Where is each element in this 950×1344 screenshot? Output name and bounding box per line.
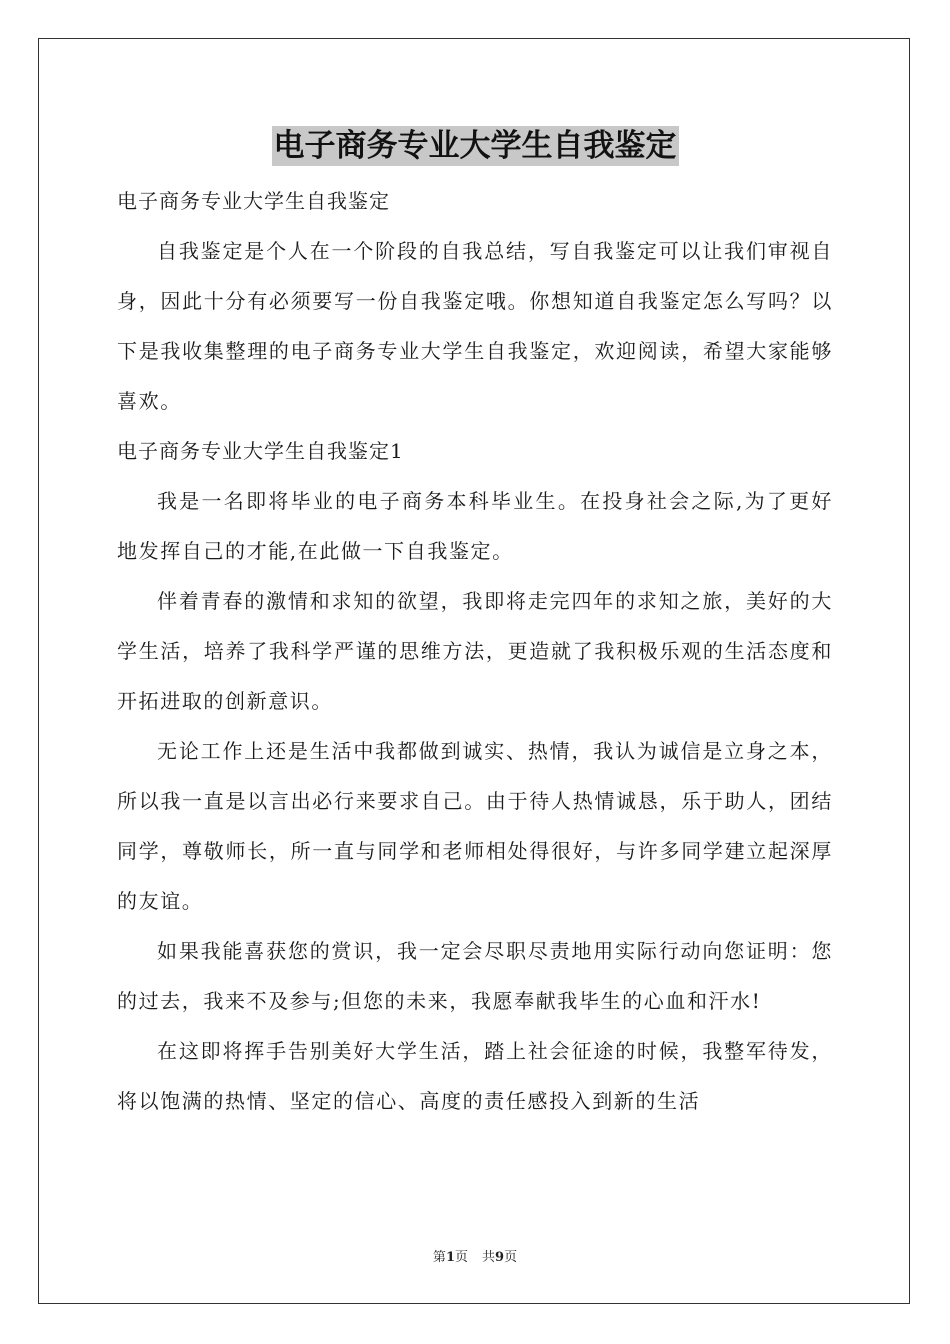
section-heading: 电子商务专业大学生自我鉴定1	[117, 439, 404, 463]
intro-paragraph: 自我鉴定是个人在一个阶段的自我总结，写自我鉴定可以让我们审视自身，因此十分有必须要写一份自我鉴定哦。你想知道自我鉴定怎么写吗？以下是我收集整理的电子商务专业大学生自我鉴定，欢迎阅读，希望大家能够喜欢。	[117, 239, 833, 413]
total-prefix: 共	[482, 1250, 496, 1265]
body-paragraph-3: 无论工作上还是生活中我都做到诚实、热情，我认为诚信是立身之本，所以我一直是以言出必行来要求自己。由于待人热情诚恳，乐于助人，团结同学，尊敬师长，所一直与同学和老师相处得很好，与许多同学建立起深厚的友谊。	[117, 739, 833, 913]
page-current: 1	[445, 1250, 455, 1265]
body-paragraph-1: 我是一名即将毕业的电子商务本科毕业生。在投身社会之际,为了更好地发挥自己的才能,在此做一下自我鉴定。	[117, 489, 833, 563]
page-unit: 页	[454, 1250, 468, 1265]
document-subtitle: 电子商务专业大学生自我鉴定	[117, 189, 390, 213]
page-footer	[0, 1246, 950, 1265]
body-paragraph-2: 伴着青春的激情和求知的欲望，我即将走完四年的求知之旅，美好的大学生活，培养了我科学严谨的思维方法，更造就了我积极乐观的生活态度和开拓进取的创新意识。	[117, 589, 833, 713]
body-paragraph-5: 在这即将挥手告别美好大学生活，踏上社会征途的时候，我整军待发，将以饱满的热情、坚定的信心、高度的责任感投入到新的生活	[117, 1039, 833, 1113]
body-paragraph-4: 如果我能喜获您的赏识，我一定会尽职尽责地用实际行动向您证明：您的过去，我来不及参与;但您的未来，我愿奉献我毕生的心血和汗水!	[117, 939, 833, 1013]
page-prefix: 第	[432, 1250, 446, 1265]
document-title: 电子商务专业大学生自我鉴定	[273, 128, 677, 164]
title-block	[117, 126, 833, 168]
total-unit: 页	[504, 1250, 518, 1265]
document-body	[117, 126, 833, 1126]
page-total: 9	[495, 1250, 505, 1265]
